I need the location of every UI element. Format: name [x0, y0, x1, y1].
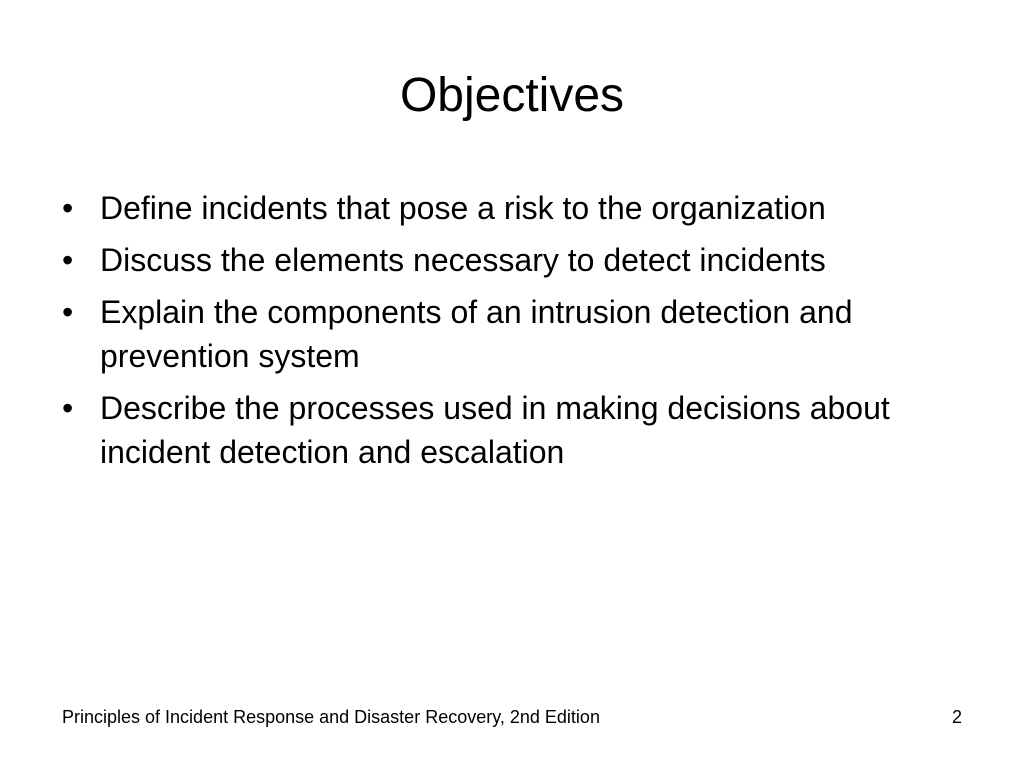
footer-text: Principles of Incident Response and Disaster Recovery, 2nd Edition	[62, 707, 600, 727]
list-item	[62, 290, 962, 378]
bullet-text: Discuss the elements necessary to detect incidents	[100, 242, 826, 278]
list-item	[62, 238, 962, 282]
bullet-text: Describe the processes used in making decisions about incident detection and escalation	[100, 390, 890, 470]
page-number: 2	[951, 707, 962, 727]
bullet-icon: •	[62, 294, 74, 330]
slide-title: Objectives	[399, 69, 625, 122]
bullet-icon: •	[62, 242, 74, 278]
bullet-text: Define incidents that pose a risk to the organization	[100, 190, 826, 226]
bullet-text: Explain the components of an intrusion detection and prevention system	[100, 294, 853, 374]
list-item	[62, 186, 962, 230]
bullet-icon: •	[62, 390, 74, 426]
list-item	[62, 386, 962, 474]
objectives-list	[62, 186, 962, 482]
bullet-icon: •	[62, 190, 74, 226]
